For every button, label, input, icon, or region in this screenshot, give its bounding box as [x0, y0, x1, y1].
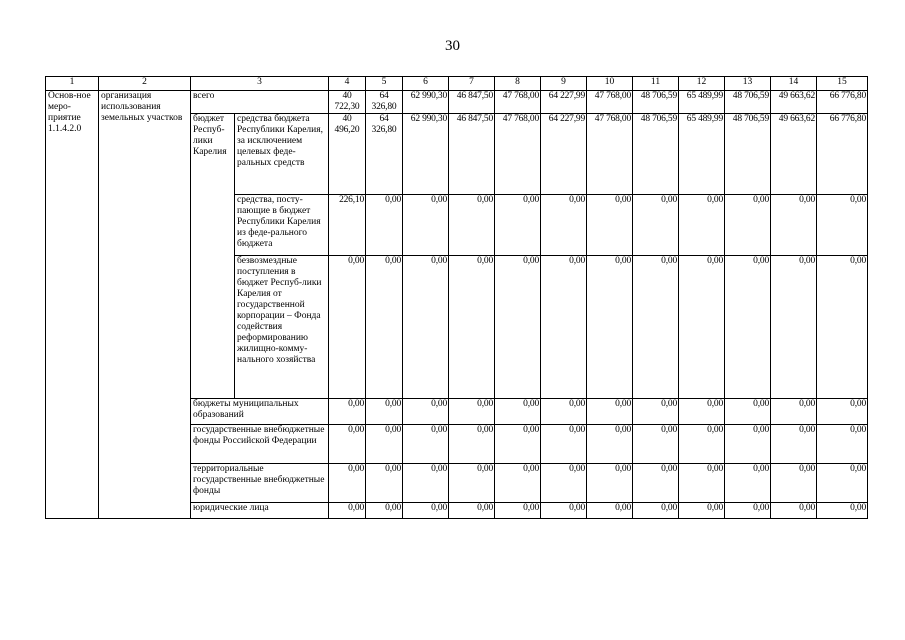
value-cell: 0,00	[366, 464, 403, 503]
value-cell: 0,00	[633, 425, 679, 464]
source-sublabel: средства бюджета Республики Карелия, за исключением целевых феде-ральных средств	[235, 114, 329, 195]
source-label: территориальные государственные внебюджетные фонды	[191, 464, 329, 503]
value-cell: 0,00	[679, 195, 725, 256]
value-cell: 0,00	[725, 256, 771, 399]
value-cell: 0,00	[679, 464, 725, 503]
value-cell: 226,10	[329, 195, 366, 256]
value-cell: 0,00	[725, 503, 771, 519]
value-cell: 0,00	[449, 256, 495, 399]
value-cell: 66 776,80	[817, 91, 868, 114]
source-label: бюджеты муниципальных образований	[191, 399, 329, 425]
organization-cell: организация использования земельных участков	[99, 91, 191, 519]
value-cell: 0,00	[587, 195, 633, 256]
value-cell: 0,00	[771, 256, 817, 399]
value-cell: 0,00	[587, 399, 633, 425]
value-cell: 47 768,00	[495, 91, 541, 114]
header-cell: 1	[46, 77, 99, 91]
value-cell: 0,00	[771, 503, 817, 519]
table-row	[46, 91, 868, 114]
header-cell: 10	[587, 77, 633, 91]
funding-table	[45, 76, 868, 519]
value-cell: 0,00	[725, 195, 771, 256]
source-label: государственные внебюджетные фонды Российской Федерации	[191, 425, 329, 464]
value-cell: 48 706,59	[633, 91, 679, 114]
value-cell: 0,00	[403, 503, 449, 519]
measure-cell: Основ-ное меро-приятие 1.1.4.2.0	[46, 91, 99, 519]
header-cell: 6	[403, 77, 449, 91]
value-cell: 47 768,00	[587, 91, 633, 114]
value-cell: 40 722,30	[329, 91, 366, 114]
value-cell: 0,00	[449, 195, 495, 256]
value-cell: 0,00	[495, 256, 541, 399]
value-cell: 0,00	[633, 399, 679, 425]
budget-group-cell: бюджет Респуб-лики Карелия	[191, 114, 235, 399]
value-cell: 0,00	[771, 425, 817, 464]
value-cell: 64 227,99	[541, 114, 587, 195]
header-cell: 15	[817, 77, 868, 91]
value-cell: 0,00	[633, 195, 679, 256]
value-cell: 46 847,50	[449, 114, 495, 195]
value-cell: 66 776,80	[817, 114, 868, 195]
value-cell: 0,00	[495, 425, 541, 464]
value-cell: 0,00	[541, 195, 587, 256]
value-cell: 0,00	[541, 399, 587, 425]
value-cell: 0,00	[495, 399, 541, 425]
header-row	[46, 77, 868, 91]
value-cell: 48 706,59	[633, 114, 679, 195]
value-cell: 0,00	[817, 503, 868, 519]
value-cell: 0,00	[541, 503, 587, 519]
value-cell: 62 990,30	[403, 91, 449, 114]
value-cell: 64 227,99	[541, 91, 587, 114]
value-cell: 0,00	[633, 503, 679, 519]
value-cell: 0,00	[679, 256, 725, 399]
value-cell: 0,00	[403, 425, 449, 464]
value-cell: 0,00	[366, 425, 403, 464]
value-cell: 47 768,00	[495, 114, 541, 195]
value-cell: 0,00	[329, 256, 366, 399]
value-cell: 62 990,30	[403, 114, 449, 195]
value-cell: 0,00	[679, 503, 725, 519]
source-sublabel: безвозмездные поступления в бюджет Респуб-лики Карелия от государственной корпорации – Фонда содействия реформированию жилищно-комму-нального хозяйства	[235, 256, 329, 399]
value-cell: 0,00	[403, 399, 449, 425]
value-cell: 47 768,00	[587, 114, 633, 195]
value-cell: 0,00	[366, 503, 403, 519]
value-cell: 0,00	[771, 399, 817, 425]
value-cell: 40 496,20	[329, 114, 366, 195]
value-cell: 0,00	[771, 195, 817, 256]
value-cell: 0,00	[725, 464, 771, 503]
header-cell: 12	[679, 77, 725, 91]
value-cell: 0,00	[329, 399, 366, 425]
value-cell: 0,00	[771, 464, 817, 503]
value-cell: 0,00	[329, 464, 366, 503]
value-cell: 49 663,62	[771, 114, 817, 195]
header-cell: 8	[495, 77, 541, 91]
value-cell: 0,00	[403, 464, 449, 503]
value-cell: 64 326,80	[366, 114, 403, 195]
header-cell: 2	[99, 77, 191, 91]
value-cell: 0,00	[495, 464, 541, 503]
value-cell: 0,00	[541, 425, 587, 464]
source-label: всего	[191, 91, 329, 114]
value-cell: 0,00	[366, 399, 403, 425]
header-cell: 14	[771, 77, 817, 91]
value-cell: 0,00	[495, 503, 541, 519]
value-cell: 0,00	[541, 256, 587, 399]
value-cell: 0,00	[587, 503, 633, 519]
source-label: юридические лица	[191, 503, 329, 519]
header-cell: 9	[541, 77, 587, 91]
header-cell: 11	[633, 77, 679, 91]
header-cell: 4	[329, 77, 366, 91]
value-cell: 0,00	[366, 256, 403, 399]
header-cell: 7	[449, 77, 495, 91]
page-number: 30	[445, 38, 460, 54]
value-cell: 0,00	[725, 425, 771, 464]
header-cell: 3	[191, 77, 329, 91]
value-cell: 0,00	[817, 195, 868, 256]
value-cell: 0,00	[817, 464, 868, 503]
value-cell: 0,00	[403, 195, 449, 256]
value-cell: 0,00	[541, 464, 587, 503]
value-cell: 0,00	[633, 464, 679, 503]
value-cell: 48 706,59	[725, 91, 771, 114]
value-cell: 0,00	[449, 503, 495, 519]
value-cell: 0,00	[449, 425, 495, 464]
value-cell: 65 489,99	[679, 91, 725, 114]
value-cell: 0,00	[725, 399, 771, 425]
value-cell: 46 847,50	[449, 91, 495, 114]
value-cell: 0,00	[449, 464, 495, 503]
value-cell: 0,00	[817, 256, 868, 399]
value-cell: 49 663,62	[771, 91, 817, 114]
value-cell: 0,00	[329, 503, 366, 519]
value-cell: 0,00	[817, 399, 868, 425]
value-cell: 0,00	[403, 256, 449, 399]
source-sublabel: средства, посту-пающие в бюджет Республики Карелия из феде-рального бюджета	[235, 195, 329, 256]
value-cell: 65 489,99	[679, 114, 725, 195]
value-cell: 0,00	[587, 256, 633, 399]
value-cell: 0,00	[329, 425, 366, 464]
value-cell: 0,00	[679, 425, 725, 464]
value-cell: 0,00	[587, 464, 633, 503]
value-cell: 0,00	[817, 425, 868, 464]
value-cell: 0,00	[495, 195, 541, 256]
value-cell: 0,00	[366, 195, 403, 256]
value-cell: 0,00	[449, 399, 495, 425]
value-cell: 48 706,59	[725, 114, 771, 195]
value-cell: 64 326,80	[366, 91, 403, 114]
value-cell: 0,00	[679, 399, 725, 425]
header-cell: 13	[725, 77, 771, 91]
value-cell: 0,00	[633, 256, 679, 399]
header-cell: 5	[366, 77, 403, 91]
value-cell: 0,00	[587, 425, 633, 464]
